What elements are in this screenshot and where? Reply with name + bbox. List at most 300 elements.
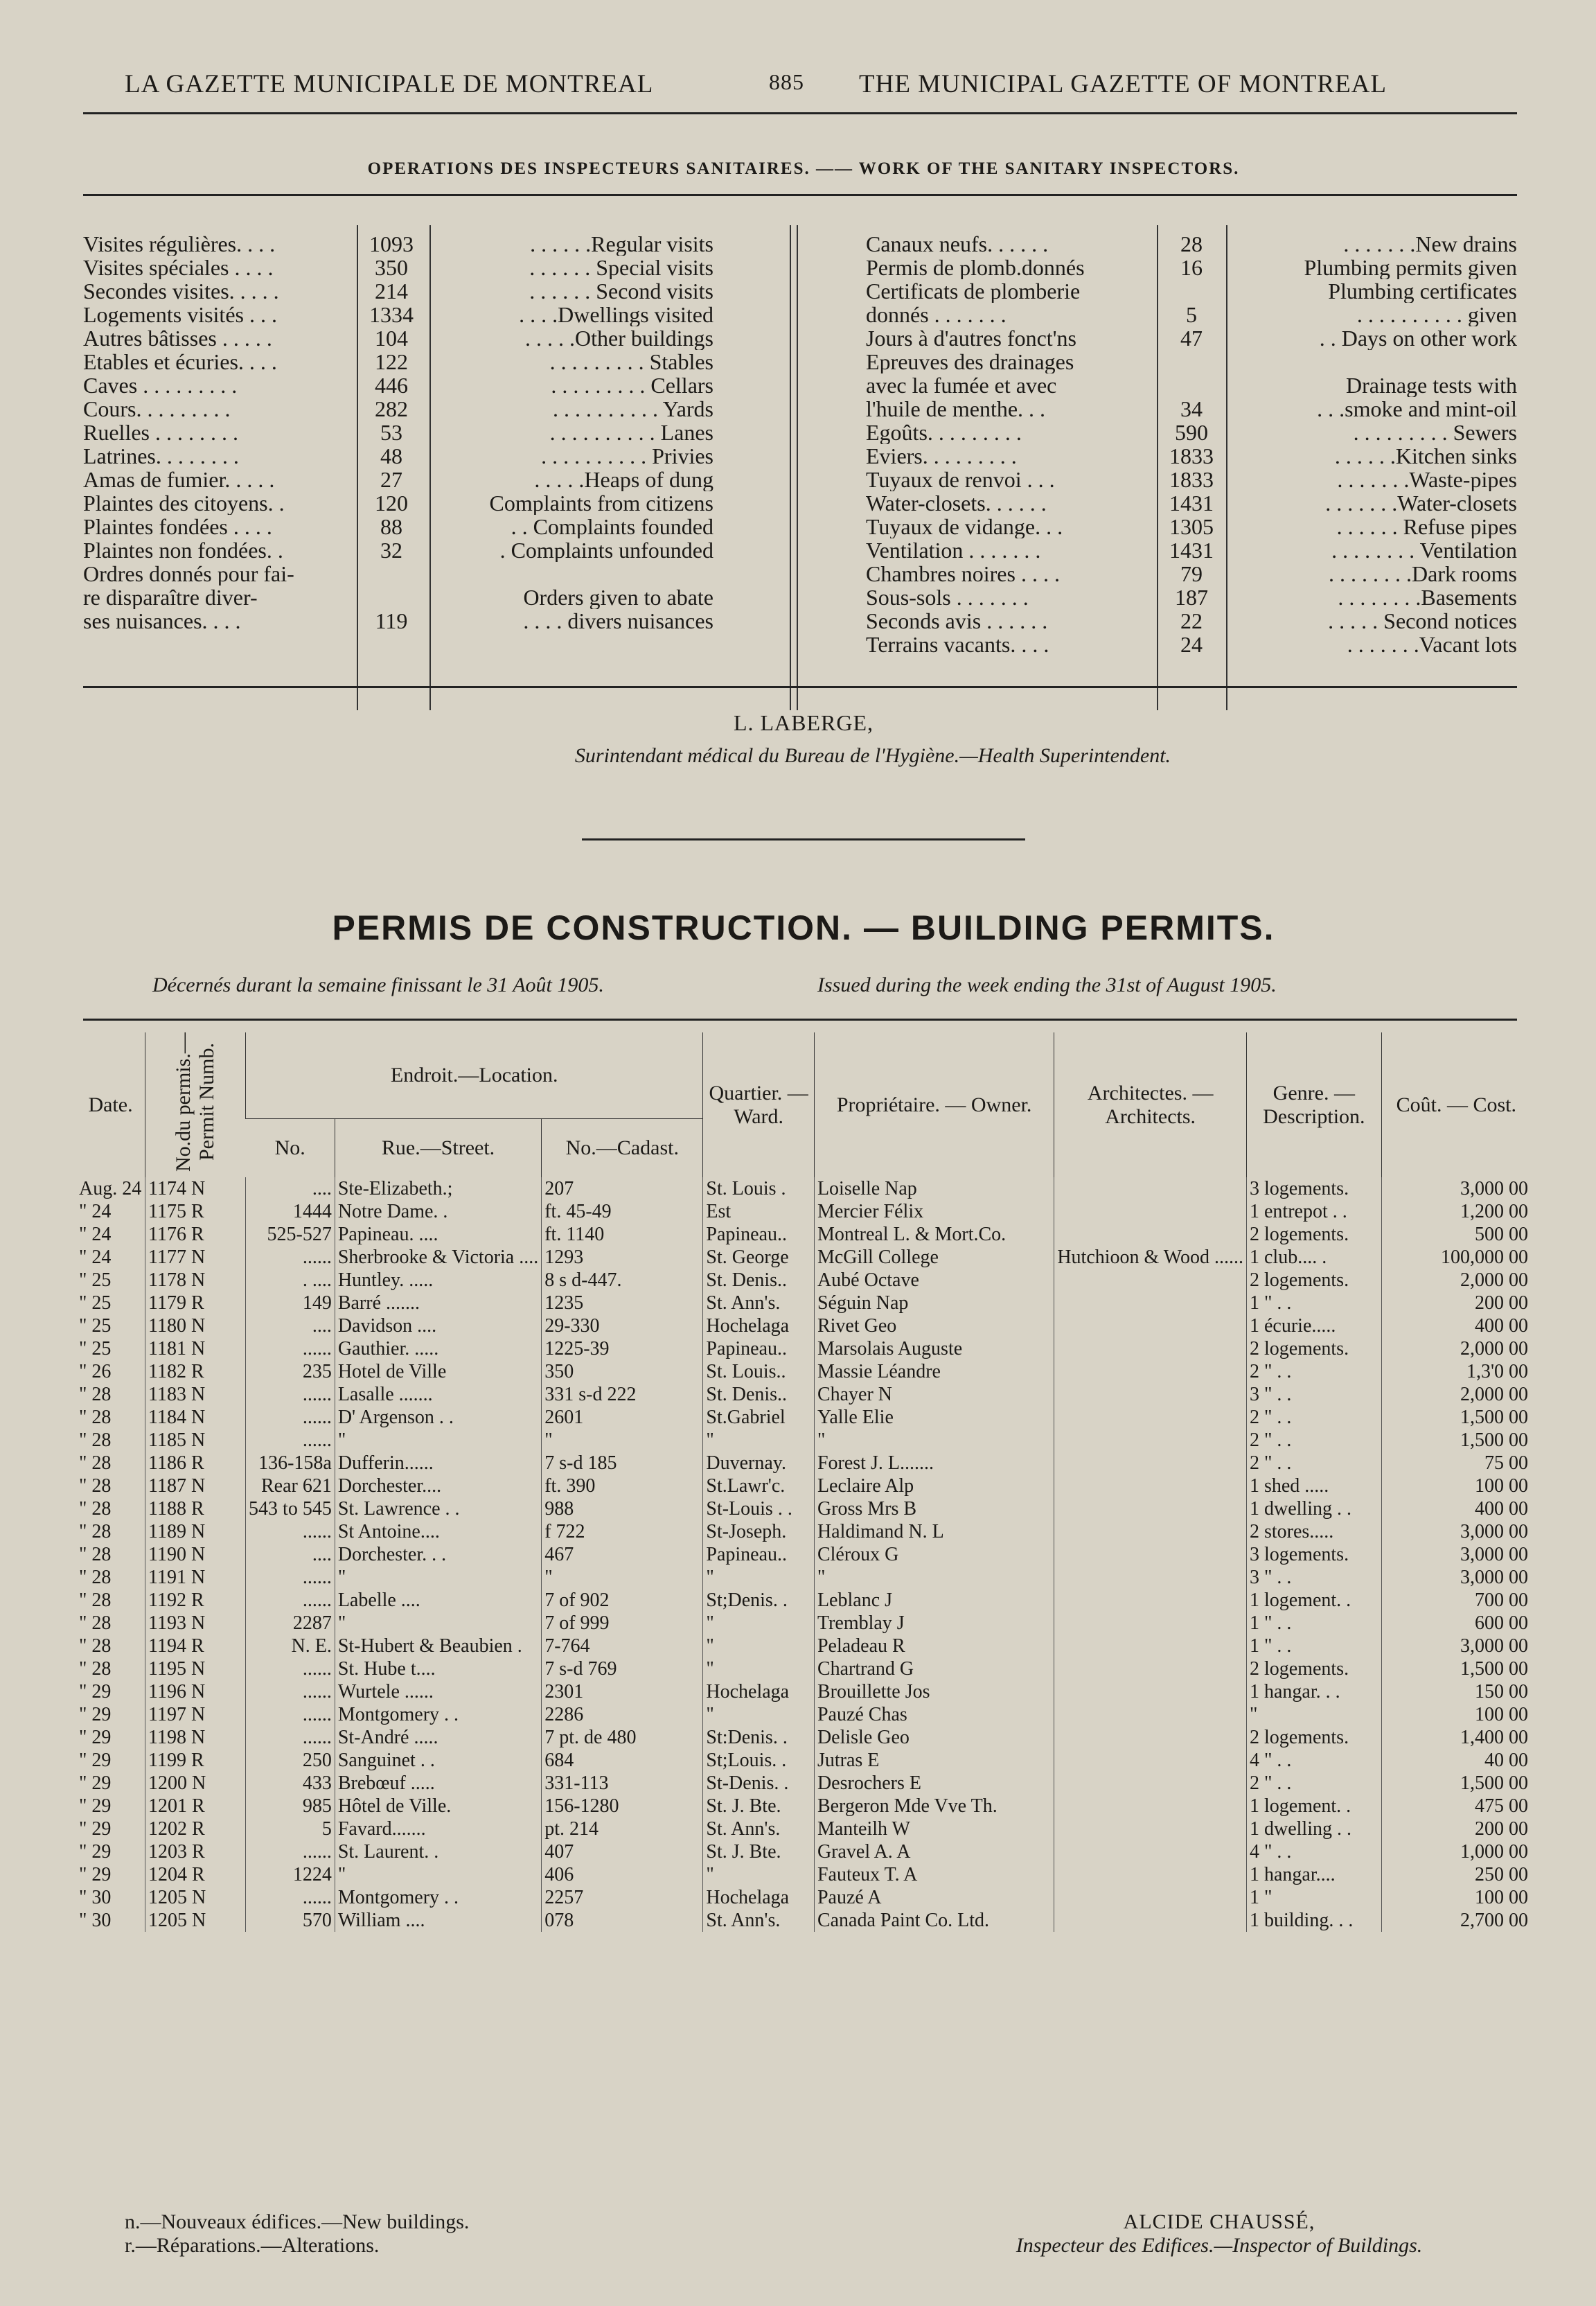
cell-ward: St-Joseph. — [703, 1520, 815, 1543]
sanitary-item-french: ses nuisances. . . . — [83, 609, 241, 633]
sanitary-item-count: 32 — [380, 538, 402, 562]
cell-cadast: 331-113 — [542, 1772, 703, 1795]
cell-permit-number: 1193 N — [145, 1612, 246, 1635]
cell-cadast: 350 — [542, 1360, 703, 1383]
cell-cadast: 7-764 — [542, 1635, 703, 1657]
cell-ward: Papineau.. — [703, 1543, 815, 1566]
cell-ward: St. Ann's. — [703, 1292, 815, 1314]
table-row — [76, 1726, 1531, 1749]
permits-title: PERMIS DE CONSTRUCTION. — BUILDING PERMITS. — [332, 908, 1275, 947]
header-location: Endroit.—Location. — [246, 1032, 703, 1119]
cell-cadast: 1293 — [542, 1246, 703, 1269]
cell-no: ...... — [246, 1726, 335, 1749]
permits-top-rule — [83, 1019, 1517, 1021]
sanitary-item-french: Epreuves des drainages — [866, 350, 1074, 373]
cell-cadast: 7 pt. de 480 — [542, 1726, 703, 1749]
cell-date: " 28 — [79, 1521, 112, 1542]
sanitary-item-french: Latrines. . . . . . . . — [83, 444, 239, 468]
cell-cadast: 207 — [542, 1177, 703, 1200]
sanitary-item-count: 16 — [1180, 256, 1203, 279]
cell-no: ...... — [246, 1520, 335, 1543]
cell-street: St Antoine.... — [335, 1520, 541, 1543]
cell-no: ...... — [246, 1337, 335, 1360]
divider — [1226, 225, 1227, 710]
header-permit-number: No.du permis.—Permit Numb. — [145, 1032, 246, 1177]
cell-no: 1444 — [246, 1200, 335, 1223]
header-date: Date. — [88, 1093, 133, 1116]
sanitary-right-numbers — [1160, 232, 1223, 656]
cell-no: ...... — [246, 1840, 335, 1863]
sanitary-item-french: Caves . . . . . . . . . — [83, 373, 238, 397]
divider — [1157, 225, 1158, 710]
cell-cost: 3,000 00 — [1381, 1177, 1531, 1200]
table-row — [76, 1314, 1531, 1337]
sanitary-item-english: . . Complaints founded — [511, 515, 713, 538]
table-row — [76, 1429, 1531, 1452]
cell-description: 1 building. . . — [1246, 1909, 1381, 1932]
header-owner: Propriétaire. — Owner. — [814, 1032, 1054, 1177]
cell-description: 2 " . . — [1246, 1429, 1381, 1452]
cell-cadast: ft. 1140 — [542, 1223, 703, 1246]
table-row — [76, 1635, 1531, 1657]
cell-architects — [1054, 1497, 1247, 1520]
cell-owner: Fauteux T. A — [814, 1863, 1054, 1886]
cell-owner: Canada Paint Co. Ltd. — [814, 1909, 1054, 1932]
sanitary-item-french: Logements visités . . . — [83, 303, 277, 326]
table-row — [76, 1360, 1531, 1383]
cell-owner: Bergeron Mde Vve Th. — [814, 1795, 1054, 1817]
sanitary-item-count: 22 — [1180, 609, 1203, 633]
cell-cadast: 8 s d-447. — [542, 1269, 703, 1292]
cell-date: " 24 — [79, 1224, 112, 1245]
cell-architects — [1054, 1657, 1247, 1680]
signature-name: ALCIDE CHAUSSÉ, — [1123, 2210, 1315, 2233]
sanitary-item-french: donnés . . . . . . . — [866, 303, 1007, 326]
cell-owner: Marsolais Auguste — [814, 1337, 1054, 1360]
cell-owner: " — [814, 1429, 1054, 1452]
cell-architects: Hutchioon & Wood ...... — [1054, 1246, 1247, 1269]
cell-ward: Duvernay. — [703, 1452, 815, 1475]
cell-architects — [1054, 1269, 1247, 1292]
cell-cost: 250 00 — [1381, 1863, 1531, 1886]
sanitary-item-french: Amas de fumier. . . . . — [83, 468, 275, 491]
cell-ward: St:Denis. . — [703, 1726, 815, 1749]
cell-owner: Leclaire Alp — [814, 1475, 1054, 1497]
cell-date: " 30 — [79, 1910, 112, 1931]
sanitary-item-count: 1305 — [1169, 515, 1214, 538]
sanitary-left-numbers — [360, 232, 423, 633]
cell-date: " 29 — [79, 1681, 112, 1702]
cell-no: . .... — [246, 1269, 335, 1292]
cell-architects — [1054, 1452, 1247, 1475]
cell-no: ...... — [246, 1657, 335, 1680]
cell-cost: 1,3'0 00 — [1381, 1360, 1531, 1383]
cell-street: Montgomery . . — [335, 1886, 541, 1909]
header-rule — [83, 112, 1517, 114]
cell-no: 525-527 — [246, 1223, 335, 1246]
legend-new: n.—Nouveaux édifices.—New buildings. — [125, 2210, 470, 2233]
cell-ward: Est — [703, 1200, 815, 1223]
cell-no: N. E. — [246, 1635, 335, 1657]
cell-date: " 28 — [79, 1590, 112, 1611]
sanitary-item-count: 5 — [1186, 303, 1197, 326]
sanitary-item-english: . . . . . . . . . Stables — [549, 350, 713, 373]
cell-description: 1 " . . — [1246, 1635, 1381, 1657]
header-ward: Quartier. — Ward. — [703, 1032, 815, 1177]
cell-architects — [1054, 1429, 1247, 1452]
cell-no: 250 — [246, 1749, 335, 1772]
cell-description: 1 " . . — [1246, 1292, 1381, 1314]
table-row — [76, 1337, 1531, 1360]
cell-permit-number: 1197 N — [145, 1703, 246, 1726]
cell-ward: St.Lawr'c. — [703, 1475, 815, 1497]
cell-cost: 400 00 — [1381, 1314, 1531, 1337]
sanitary-top-rule — [83, 194, 1517, 196]
cell-street: Lasalle ....... — [335, 1383, 541, 1406]
cell-permit-number: 1200 N — [145, 1772, 246, 1795]
header-street: Rue.—Street. — [335, 1119, 541, 1178]
cell-description: 2 logements. — [1246, 1337, 1381, 1360]
table-row — [76, 1177, 1531, 1200]
sanitary-item-english: . . . . . . . . . . Lanes — [549, 421, 713, 444]
cell-cadast: " — [542, 1429, 703, 1452]
table-row — [76, 1863, 1531, 1886]
cell-street: Labelle .... — [335, 1589, 541, 1612]
cell-cadast: 078 — [542, 1909, 703, 1932]
cell-ward: " — [703, 1612, 815, 1635]
sanitary-item-count: 24 — [1180, 633, 1203, 656]
cell-ward: St. Denis.. — [703, 1383, 815, 1406]
sanitary-item-count: 47 — [1180, 326, 1203, 350]
cell-no: 433 — [246, 1772, 335, 1795]
sanitary-item-french: Jours à d'autres fonct'ns — [866, 326, 1076, 350]
cell-cadast: 467 — [542, 1543, 703, 1566]
cell-cadast: 2601 — [542, 1406, 703, 1429]
cell-no: 149 — [246, 1292, 335, 1314]
cell-owner: Pauzé A — [814, 1886, 1054, 1909]
sanitary-item-french: Ventilation . . . . . . . — [866, 538, 1041, 562]
cell-owner: Chartrand G — [814, 1657, 1054, 1680]
table-row — [76, 1269, 1531, 1292]
cell-no: ...... — [246, 1566, 335, 1589]
cell-ward: St. Ann's. — [703, 1909, 815, 1932]
cell-street: Notre Dame. . — [335, 1200, 541, 1223]
cell-owner: Jutras E — [814, 1749, 1054, 1772]
cell-cost: 100 00 — [1381, 1475, 1531, 1497]
cell-permit-number: 1183 N — [145, 1383, 246, 1406]
cell-architects — [1054, 1475, 1247, 1497]
cell-street: " — [335, 1863, 541, 1886]
page-number: 885 — [769, 69, 804, 94]
sanitary-item-french: Plaintes des citoyens. . — [83, 491, 285, 515]
sanitary-item-french: Canaux neufs. . . . . . — [866, 232, 1049, 256]
cell-description: 2 logements. — [1246, 1269, 1381, 1292]
cell-cost: 1,200 00 — [1381, 1200, 1531, 1223]
cell-no: 985 — [246, 1795, 335, 1817]
sanitary-item-count: 79 — [1180, 562, 1203, 586]
cell-architects — [1054, 1612, 1247, 1635]
cell-ward: St. J. Bte. — [703, 1795, 815, 1817]
cell-owner: Forest J. L....... — [814, 1452, 1054, 1475]
cell-no: 570 — [246, 1909, 335, 1932]
cell-cost: 500 00 — [1381, 1223, 1531, 1246]
sanitary-item-count: 282 — [375, 397, 408, 421]
cell-architects — [1054, 1337, 1247, 1360]
running-head-left: LA GAZETTE MUNICIPALE DE MONTREAL — [125, 70, 654, 98]
cell-ward: St-Louis . . — [703, 1497, 815, 1520]
header-description: Genre. — Description. — [1246, 1032, 1381, 1177]
cell-ward: " — [703, 1566, 815, 1589]
cell-cost: 100 00 — [1381, 1886, 1531, 1909]
sanitary-item-english: . . . . . . . . . . Yards — [552, 397, 713, 421]
sanitary-item-french: Visites régulières. . . . — [83, 232, 276, 256]
table-row — [76, 1543, 1531, 1566]
cell-ward: St;Denis. . — [703, 1589, 815, 1612]
table-row — [76, 1657, 1531, 1680]
cell-description: 2 stores..... — [1246, 1520, 1381, 1543]
cell-cost: 3,000 00 — [1381, 1520, 1531, 1543]
cell-cost: 2,000 00 — [1381, 1383, 1531, 1406]
cell-description: 1 hangar.... — [1246, 1863, 1381, 1886]
cell-cost: 1,500 00 — [1381, 1657, 1531, 1680]
cell-description: 2 " . . — [1246, 1406, 1381, 1429]
sanitary-item-count: 104 — [375, 326, 408, 350]
cell-date: " 28 — [79, 1452, 112, 1474]
sanitary-item-count: 187 — [1175, 586, 1208, 609]
cell-street: " — [335, 1429, 541, 1452]
cell-cadast: 331 s-d 222 — [542, 1383, 703, 1406]
cell-date: " 29 — [79, 1727, 112, 1748]
cell-cost: 1,500 00 — [1381, 1772, 1531, 1795]
sanitary-item-count: 48 — [380, 444, 402, 468]
cell-street: Dorchester. . . — [335, 1543, 541, 1566]
cell-no: ...... — [246, 1406, 335, 1429]
sanitary-item-count: 120 — [375, 491, 408, 515]
sanitary-item-french: Terrains vacants. . . . — [866, 633, 1049, 656]
cell-description: 3 logements. — [1246, 1177, 1381, 1200]
sanitary-item-count — [1160, 350, 1223, 373]
cell-cost: 400 00 — [1381, 1497, 1531, 1520]
permits-subtitle-french: Décernés durant la semaine finissant le 31 Août 1905. — [152, 974, 604, 996]
divider — [429, 225, 431, 710]
cell-no: ...... — [246, 1429, 335, 1452]
sanitary-heading: OPERATIONS DES INSPECTEURS SANITAIRES. —— WORK OF THE SANITARY INSPECTORS. — [367, 159, 1240, 178]
cell-ward: " — [703, 1863, 815, 1886]
cell-date: " 28 — [79, 1407, 112, 1428]
sanitary-item-english: . . .smoke and mint-oil — [1317, 397, 1517, 421]
cell-date: " 25 — [79, 1338, 112, 1359]
cell-description: 1 hangar. . . — [1246, 1680, 1381, 1703]
sanitary-item-count: 1833 — [1169, 468, 1214, 491]
table-row — [76, 1909, 1531, 1932]
sanitary-item-english: . . . . . . . . . Cellars — [551, 373, 713, 397]
cell-owner: Peladeau R — [814, 1635, 1054, 1657]
cell-permit-number: 1187 N — [145, 1475, 246, 1497]
sanitary-item-french: Certificats de plomberie — [866, 279, 1081, 303]
cell-architects — [1054, 1817, 1247, 1840]
cell-no: 136-158a — [246, 1452, 335, 1475]
cell-architects — [1054, 1635, 1247, 1657]
sanitary-item-count: 88 — [380, 515, 402, 538]
cell-owner: Manteilh W — [814, 1817, 1054, 1840]
cell-no: .... — [246, 1543, 335, 1566]
table-row — [76, 1886, 1531, 1909]
cell-cost: 200 00 — [1381, 1292, 1531, 1314]
table-row — [76, 1383, 1531, 1406]
cell-architects — [1054, 1314, 1247, 1337]
permits-table — [76, 1032, 1531, 1932]
sanitary-item-french: Chambres noires . . . . — [866, 562, 1060, 586]
cell-permit-number: 1191 N — [145, 1566, 246, 1589]
cell-ward: St. Louis . — [703, 1177, 815, 1200]
cell-date: " 28 — [79, 1384, 112, 1405]
sanitary-item-english — [443, 562, 713, 586]
sanitary-item-english: Drainage tests with — [1345, 373, 1517, 397]
cell-date: " 29 — [79, 1795, 112, 1817]
permits-subtitle-english: Issued during the week ending the 31st of August 1905. — [817, 974, 1277, 996]
cell-no: 543 to 545 — [246, 1497, 335, 1520]
cell-architects — [1054, 1589, 1247, 1612]
cell-ward: Hochelaga — [703, 1314, 815, 1337]
cell-description: 3 logements. — [1246, 1543, 1381, 1566]
cell-no: 235 — [246, 1360, 335, 1383]
cell-no: .... — [246, 1177, 335, 1200]
cell-description: 4 " . . — [1246, 1840, 1381, 1863]
cell-description: 1 " . . — [1246, 1612, 1381, 1635]
cell-description: 1 écurie..... — [1246, 1314, 1381, 1337]
sanitary-item-count: 350 — [375, 256, 408, 279]
table-row — [76, 1200, 1531, 1223]
cell-no: ...... — [246, 1589, 335, 1612]
cell-architects — [1054, 1520, 1247, 1543]
cell-street: Wurtele ...... — [335, 1680, 541, 1703]
cell-description: 3 " . . — [1246, 1566, 1381, 1589]
cell-owner: Delisle Geo — [814, 1726, 1054, 1749]
cell-ward: " — [703, 1657, 815, 1680]
cell-street: Favard....... — [335, 1817, 541, 1840]
cell-permit-number: 1182 R — [145, 1360, 246, 1383]
cell-permit-number: 1192 R — [145, 1589, 246, 1612]
sanitary-item-count: 122 — [375, 350, 408, 373]
cell-cadast: f 722 — [542, 1520, 703, 1543]
cell-ward: Papineau.. — [703, 1223, 815, 1246]
cell-street: Hotel de Ville — [335, 1360, 541, 1383]
cell-architects — [1054, 1909, 1247, 1932]
cell-ward: St. Louis.. — [703, 1360, 815, 1383]
divider — [357, 225, 358, 710]
cell-ward: St. Denis.. — [703, 1269, 815, 1292]
cell-cost: 600 00 — [1381, 1612, 1531, 1635]
cell-street: " — [335, 1612, 541, 1635]
cell-architects — [1054, 1886, 1247, 1909]
cell-no: ...... — [246, 1680, 335, 1703]
sanitary-item-french: Ordres donnés pour fai- — [83, 562, 294, 586]
cell-cadast: ft. 390 — [542, 1475, 703, 1497]
sanitary-item-english: Plumbing certificates — [1328, 279, 1517, 303]
cell-description: 3 " . . — [1246, 1383, 1381, 1406]
sanitary-item-french: Water-closets. . . . . . — [866, 491, 1047, 515]
sanitary-item-count — [1160, 279, 1223, 303]
cell-ward: St. George — [703, 1246, 815, 1269]
cell-description: 2 logements. — [1246, 1726, 1381, 1749]
cell-cadast: 7 s-d 185 — [542, 1452, 703, 1475]
cell-owner: Aubé Octave — [814, 1269, 1054, 1292]
cell-street: Sherbrooke & Victoria .... — [335, 1246, 541, 1269]
cell-permit-number: 1199 R — [145, 1749, 246, 1772]
cell-cadast: pt. 214 — [542, 1817, 703, 1840]
cell-date: " 24 — [79, 1247, 112, 1268]
divider — [797, 225, 798, 710]
cell-description: 2 logements. — [1246, 1657, 1381, 1680]
cell-architects — [1054, 1566, 1247, 1589]
cell-permit-number: 1179 R — [145, 1292, 246, 1314]
sanitary-item-english: . . . . . . . . . Sewers — [1353, 421, 1517, 444]
cell-owner: Chayer N — [814, 1383, 1054, 1406]
sanitary-item-english: Complaints from citizens — [489, 491, 713, 515]
sanitary-item-count: 119 — [375, 609, 408, 633]
cell-owner: Yalle Elie — [814, 1406, 1054, 1429]
cell-ward: Hochelaga — [703, 1680, 815, 1703]
sanitary-item-count — [1160, 373, 1223, 397]
cell-cost: 3,000 00 — [1381, 1566, 1531, 1589]
header-no: No. — [246, 1119, 335, 1178]
sanitary-item-count — [360, 586, 423, 609]
cell-cadast: 2257 — [542, 1886, 703, 1909]
sanitary-item-english: . . . . .Other buildings — [525, 326, 713, 350]
sanitary-item-french: l'huile de menthe. . . — [866, 397, 1046, 421]
cell-cost: 100,000 00 — [1381, 1246, 1531, 1269]
cell-ward: " — [703, 1429, 815, 1452]
cell-permit-number: 1190 N — [145, 1543, 246, 1566]
cell-cost: 3,000 00 — [1381, 1543, 1531, 1566]
cell-cost: 150 00 — [1381, 1680, 1531, 1703]
table-row — [76, 1292, 1531, 1314]
cell-architects — [1054, 1360, 1247, 1383]
cell-description: 2 " . . — [1246, 1452, 1381, 1475]
cell-date: " 25 — [79, 1292, 112, 1314]
cell-date: " 28 — [79, 1544, 112, 1565]
table-row — [76, 1703, 1531, 1726]
cell-street: Dorchester.... — [335, 1475, 541, 1497]
permits-signature — [907, 2210, 1531, 2257]
cell-street: William .... — [335, 1909, 541, 1932]
cell-owner: Tremblay J — [814, 1612, 1054, 1635]
cell-ward: " — [703, 1703, 815, 1726]
cell-street: Hôtel de Ville. — [335, 1795, 541, 1817]
cell-owner: Mercier Félix — [814, 1200, 1054, 1223]
cell-cost: 200 00 — [1381, 1817, 1531, 1840]
cell-cadast: 407 — [542, 1840, 703, 1863]
cell-architects — [1054, 1863, 1247, 1886]
table-row — [76, 1817, 1531, 1840]
sanitary-item-french: Eviers. . . . . . . . . — [866, 444, 1017, 468]
cell-date: " 25 — [79, 1269, 112, 1291]
cell-permit-number: 1180 N — [145, 1314, 246, 1337]
sanitary-item-english: . . . . . .Kitchen sinks — [1334, 444, 1517, 468]
cell-no: ...... — [246, 1886, 335, 1909]
sanitary-item-english: Orders given to abate — [523, 586, 713, 609]
cell-date: " 26 — [79, 1361, 112, 1382]
cell-description: 1 " — [1246, 1886, 1381, 1909]
cell-street: D' Argenson . . — [335, 1406, 541, 1429]
table-row — [76, 1566, 1531, 1589]
cell-no: 1224 — [246, 1863, 335, 1886]
cell-cost: 1,000 00 — [1381, 1840, 1531, 1863]
cell-date: Aug. 24 — [79, 1178, 142, 1199]
cell-owner: Montreal L. & Mort.Co. — [814, 1223, 1054, 1246]
cell-permit-number: 1194 R — [145, 1635, 246, 1657]
sanitary-item-english: . . . . . . . . . . Privies — [541, 444, 713, 468]
